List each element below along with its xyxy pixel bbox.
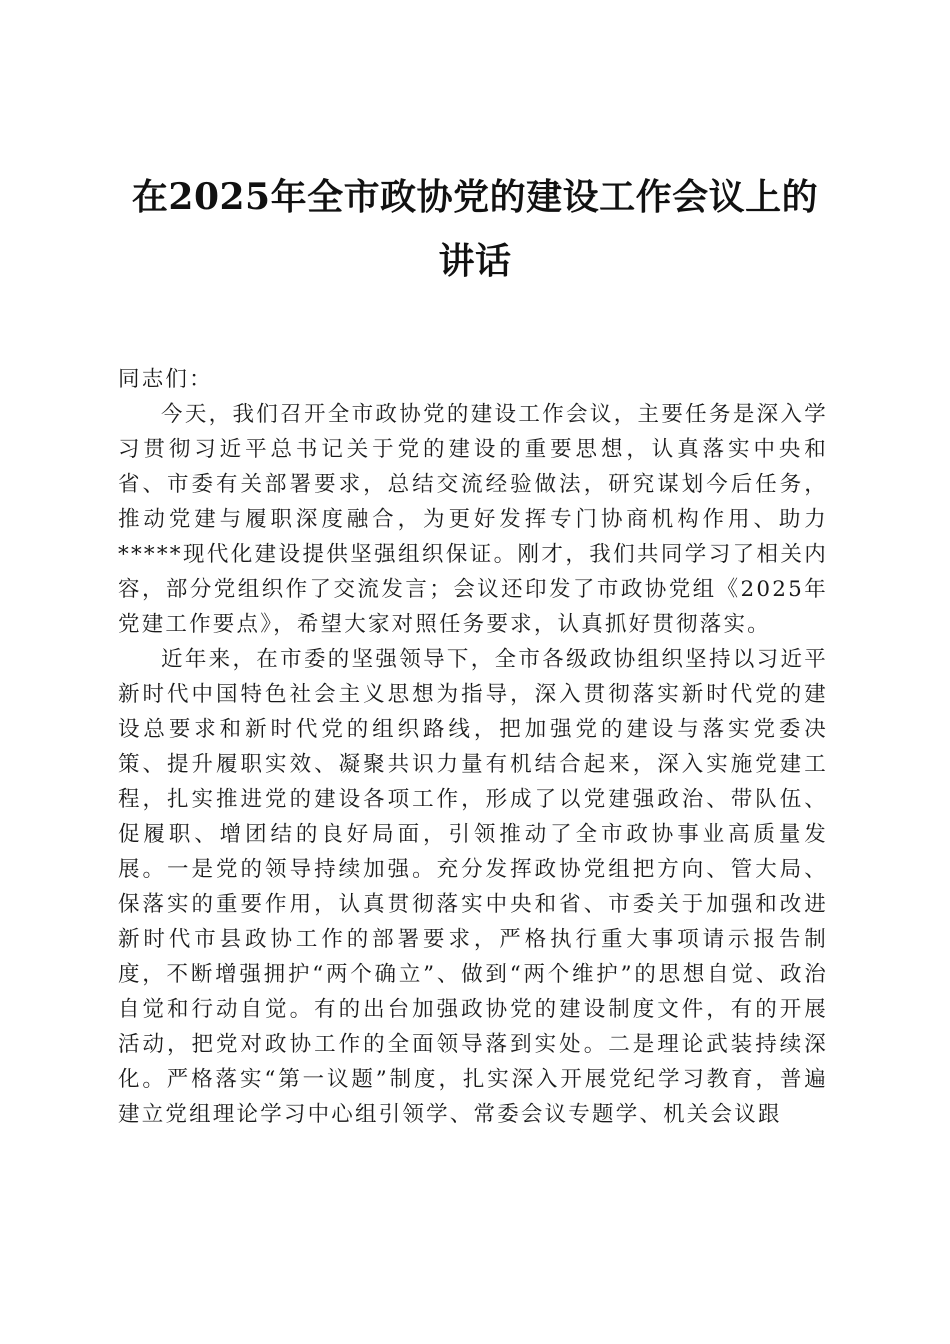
paragraph-2: 近年来，在市委的坚强领导下，全市各级政协组织坚持以习近平新时代中国特色社会主义思想为指导，深入贯彻落实新时代党的建设总要求和新时代党的组织路线，把加强党的建设与落实党委决策、提升履职实效、凝聚共识力量有机结合起来，深入实施党建工程，扎实推进党的建设各项工作，形成了以党建强政治、带队伍、促履职、增团结的良好局面，引领推动了全市政协事业高质量发展。一是党的领导持续加强。充分发挥政协党组把方向、管大局、保落实的重要作用，认真贯彻落实中央和省、市委关于加强和改进新时代市县政协工作的部署要求，严格执行重大事项请示报告制度，不断增强拥护“两个确立”、做到“两个维护”的思想自觉、政治自觉和行动自觉。有的出台加强政协党的建设制度文件，有的开展活动，把党对政协工作的全面领导落到实处。二是理论武装持续深化。严格落实“第一议题”制度，扎实深入开展党纪学习教育，普遍建立党组理论学习中心组引领学、常委会议专题学、机关会议跟 bbox=[118, 647, 828, 1127]
salutation: 同志们： bbox=[118, 367, 213, 392]
document-title: 在2025年全市政协党的建设工作会议上的讲话 bbox=[131, 176, 819, 282]
paragraph-1: 今天，我们召开全市政协党的建设工作会议，主要任务是深入学习贯彻习近平总书记关于党的建设的重要思想，认真落实中央和省、市委有关部署要求，总结交流经验做法，研究谋划今后任务，推动党建与履职深度融合，为更好发挥专门协商机构作用、助力*****现代化建设提供坚强组织保证。刚才，我们共同学习了相关内容，部分党组织作了交流发言；会议还印发了市政协党组《2025年党建工作要点》，希望大家对照任务要求，认真抓好贯彻落实。 bbox=[118, 402, 828, 637]
document-body bbox=[118, 362, 828, 1132]
